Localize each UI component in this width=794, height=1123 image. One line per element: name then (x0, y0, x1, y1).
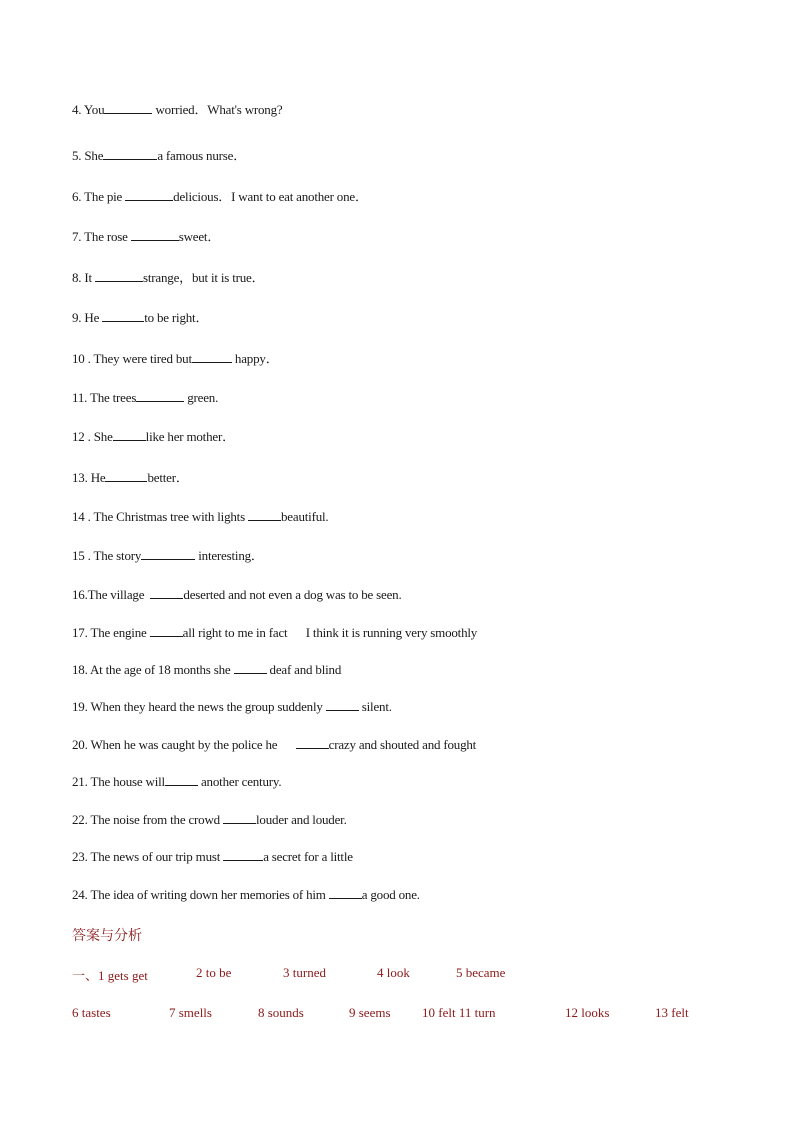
answer-blank (150, 625, 183, 637)
question-line (72, 390, 218, 406)
answer-blank (103, 148, 157, 160)
answer-item: 13 felt (655, 1005, 689, 1020)
answer-item: 7 smells (169, 1005, 212, 1020)
answer-item: 3 turned (283, 965, 326, 980)
question-text-before: 19. When they heard the news the group suddenly (72, 699, 326, 714)
question-text-before: 12 . She (72, 429, 113, 444)
answer-blank (95, 270, 143, 282)
question-text-before: 5. She (72, 148, 104, 163)
question-text-before: 11. The trees (72, 390, 137, 405)
question-text-before: 9. He (72, 310, 103, 325)
question-text-after: worried．What's wrong? (152, 102, 283, 117)
question-line (72, 148, 246, 164)
question-line (72, 737, 476, 753)
answer-blank (248, 509, 281, 521)
question-text-before: 21. The house will (72, 774, 165, 789)
question-text-after: crazy and shouted and fought (328, 737, 477, 752)
question-text-after: all right to me in fact I think it is running very smoothly (182, 625, 478, 640)
question-line (72, 270, 264, 286)
question-text-before: 24. The idea of writing down her memories of him (72, 887, 329, 902)
question-text-before: 8. It (72, 270, 95, 285)
question-line (72, 429, 235, 445)
question-text-after: delicious．I want to eat another one． (173, 189, 368, 204)
question-text-after: green. (184, 390, 219, 405)
question-text-before: 22. The noise from the crowd (72, 812, 224, 827)
question-line (72, 351, 279, 367)
question-text-after: louder and louder. (256, 812, 347, 827)
question-text-before: 10 . They were tired but (72, 351, 192, 366)
answers-heading: 答案与分析 (72, 928, 142, 944)
answer-blank (223, 812, 256, 824)
question-line (72, 189, 368, 205)
question-text-after: like her mother． (145, 429, 235, 444)
question-text-after: sweet． (178, 229, 221, 244)
question-text-after: a good one. (361, 887, 420, 902)
question-text-before: 16.The village (72, 587, 151, 602)
question-text-after: deserted and not even a dog was to be seen. (183, 587, 402, 602)
answer-item: 9 seems (349, 1005, 391, 1020)
question-line (72, 887, 420, 903)
question-line (72, 548, 264, 564)
question-text-before: 13. He (72, 470, 106, 485)
question-line (72, 625, 477, 641)
answer-blank (296, 737, 329, 749)
question-text-after: silent. (358, 699, 392, 714)
question-text-after: happy． (231, 351, 279, 366)
question-line (72, 102, 282, 118)
answer-item: 4 look (377, 965, 410, 980)
question-text-after: interesting． (195, 548, 264, 563)
question-line (72, 509, 328, 525)
question-line (72, 662, 341, 678)
answer-item: 6 tastes (72, 1005, 111, 1020)
answer-item: 12 looks (565, 1005, 610, 1020)
question-text-before: 20. When he was caught by the police he (72, 737, 296, 752)
answer-item: 5 became (456, 965, 506, 980)
question-text-after: another century. (197, 774, 282, 789)
answer-blank (102, 310, 144, 322)
question-text-after: better． (147, 470, 189, 485)
question-text-after: strange，but it is true． (143, 270, 265, 285)
answer-item: 10 felt 11 turn (422, 1005, 496, 1020)
question-line (72, 812, 347, 828)
question-line (72, 587, 402, 603)
answer-blank (192, 351, 232, 363)
question-text-after: beautiful. (281, 509, 329, 524)
question-text-before: 15 . The story (72, 548, 142, 563)
question-line (72, 774, 281, 790)
answer-blank (105, 470, 147, 482)
answer-blank (136, 390, 184, 402)
answer-blank (131, 229, 179, 241)
question-text-before: 17. The engine (72, 625, 150, 640)
answer-item: 8 sounds (258, 1005, 304, 1020)
question-text-after: to be right． (144, 310, 209, 325)
question-text-after: a famous nurse． (157, 148, 247, 163)
question-line (72, 229, 220, 245)
answer-blank (326, 699, 359, 711)
answer-blank (150, 587, 183, 599)
question-line (72, 849, 353, 865)
question-text-before: 18. At the age of 18 months she (72, 662, 234, 677)
answer-blank (234, 662, 267, 674)
question-line (72, 470, 189, 486)
question-line (72, 310, 208, 326)
question-text-after: a secret for a little (263, 849, 353, 864)
question-text-before: 23. The news of our trip must (72, 849, 224, 864)
question-text-before: 4. You (72, 102, 105, 117)
answer-blank (104, 102, 152, 114)
question-line (72, 699, 392, 715)
question-text-before: 7. The rose (72, 229, 131, 244)
question-text-before: 6. The pie (72, 189, 126, 204)
answer-blank (165, 774, 198, 786)
question-text-after: deaf and blind (266, 662, 342, 677)
question-text-before: 14 . The Christmas tree with lights (72, 509, 248, 524)
answer-blank (125, 189, 173, 201)
answer-blank (141, 548, 195, 560)
answer-item: 一、1 gets get (72, 968, 148, 983)
answer-blank (329, 887, 362, 899)
answer-blank (113, 429, 146, 441)
answer-blank (223, 849, 263, 861)
answer-item: 2 to be (196, 965, 232, 980)
